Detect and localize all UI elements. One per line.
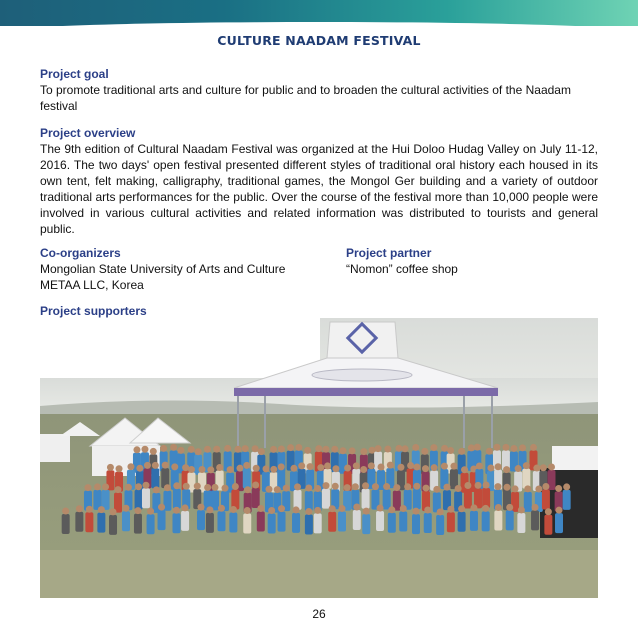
- coorganizers-heading: Co-organizers: [40, 246, 121, 260]
- project-overview-section: [40, 126, 598, 237]
- festival-group-photo: [40, 318, 598, 598]
- page-number: 26: [312, 607, 326, 621]
- coorganizers-section: [40, 246, 340, 293]
- top-color-band: [0, 0, 638, 26]
- project-overview-heading: Project overview: [40, 126, 136, 140]
- project-goal-text: To promote traditional arts and culture for public and to broaden the cultural activities of the Naadam festival: [40, 83, 571, 113]
- project-goal-section: [40, 67, 598, 114]
- project-goal-heading: Project goal: [40, 67, 109, 81]
- project-overview-text: The 9th edition of Cultural Naadam Festival was organized at the Hui Doloo Hudag Valley on July 11-12, 2016. The two days' open festival presented different styles of traditional oral history each housed in its own tent, felt making, calligraphy, traditional games, the Mongol Ger building and a variety of outdoor traditional arts performances for the public. Over the course of the festival more than 10,000 people were involved in various cultural activities and related information was distributed to tourists and general public.: [40, 142, 598, 236]
- partner-heading: Project partner: [346, 246, 432, 260]
- coorganizer-item: METAA LLC, Korea: [40, 278, 144, 292]
- partner-section: [346, 246, 596, 277]
- coorganizer-item: Mongolian State University of Arts and Culture: [40, 262, 286, 276]
- page-title: CULTURE NAADAM FESTIVAL: [217, 33, 421, 48]
- supporters-heading: Project supporters: [40, 304, 147, 318]
- partner-item: “Nomon” coffee shop: [346, 262, 458, 276]
